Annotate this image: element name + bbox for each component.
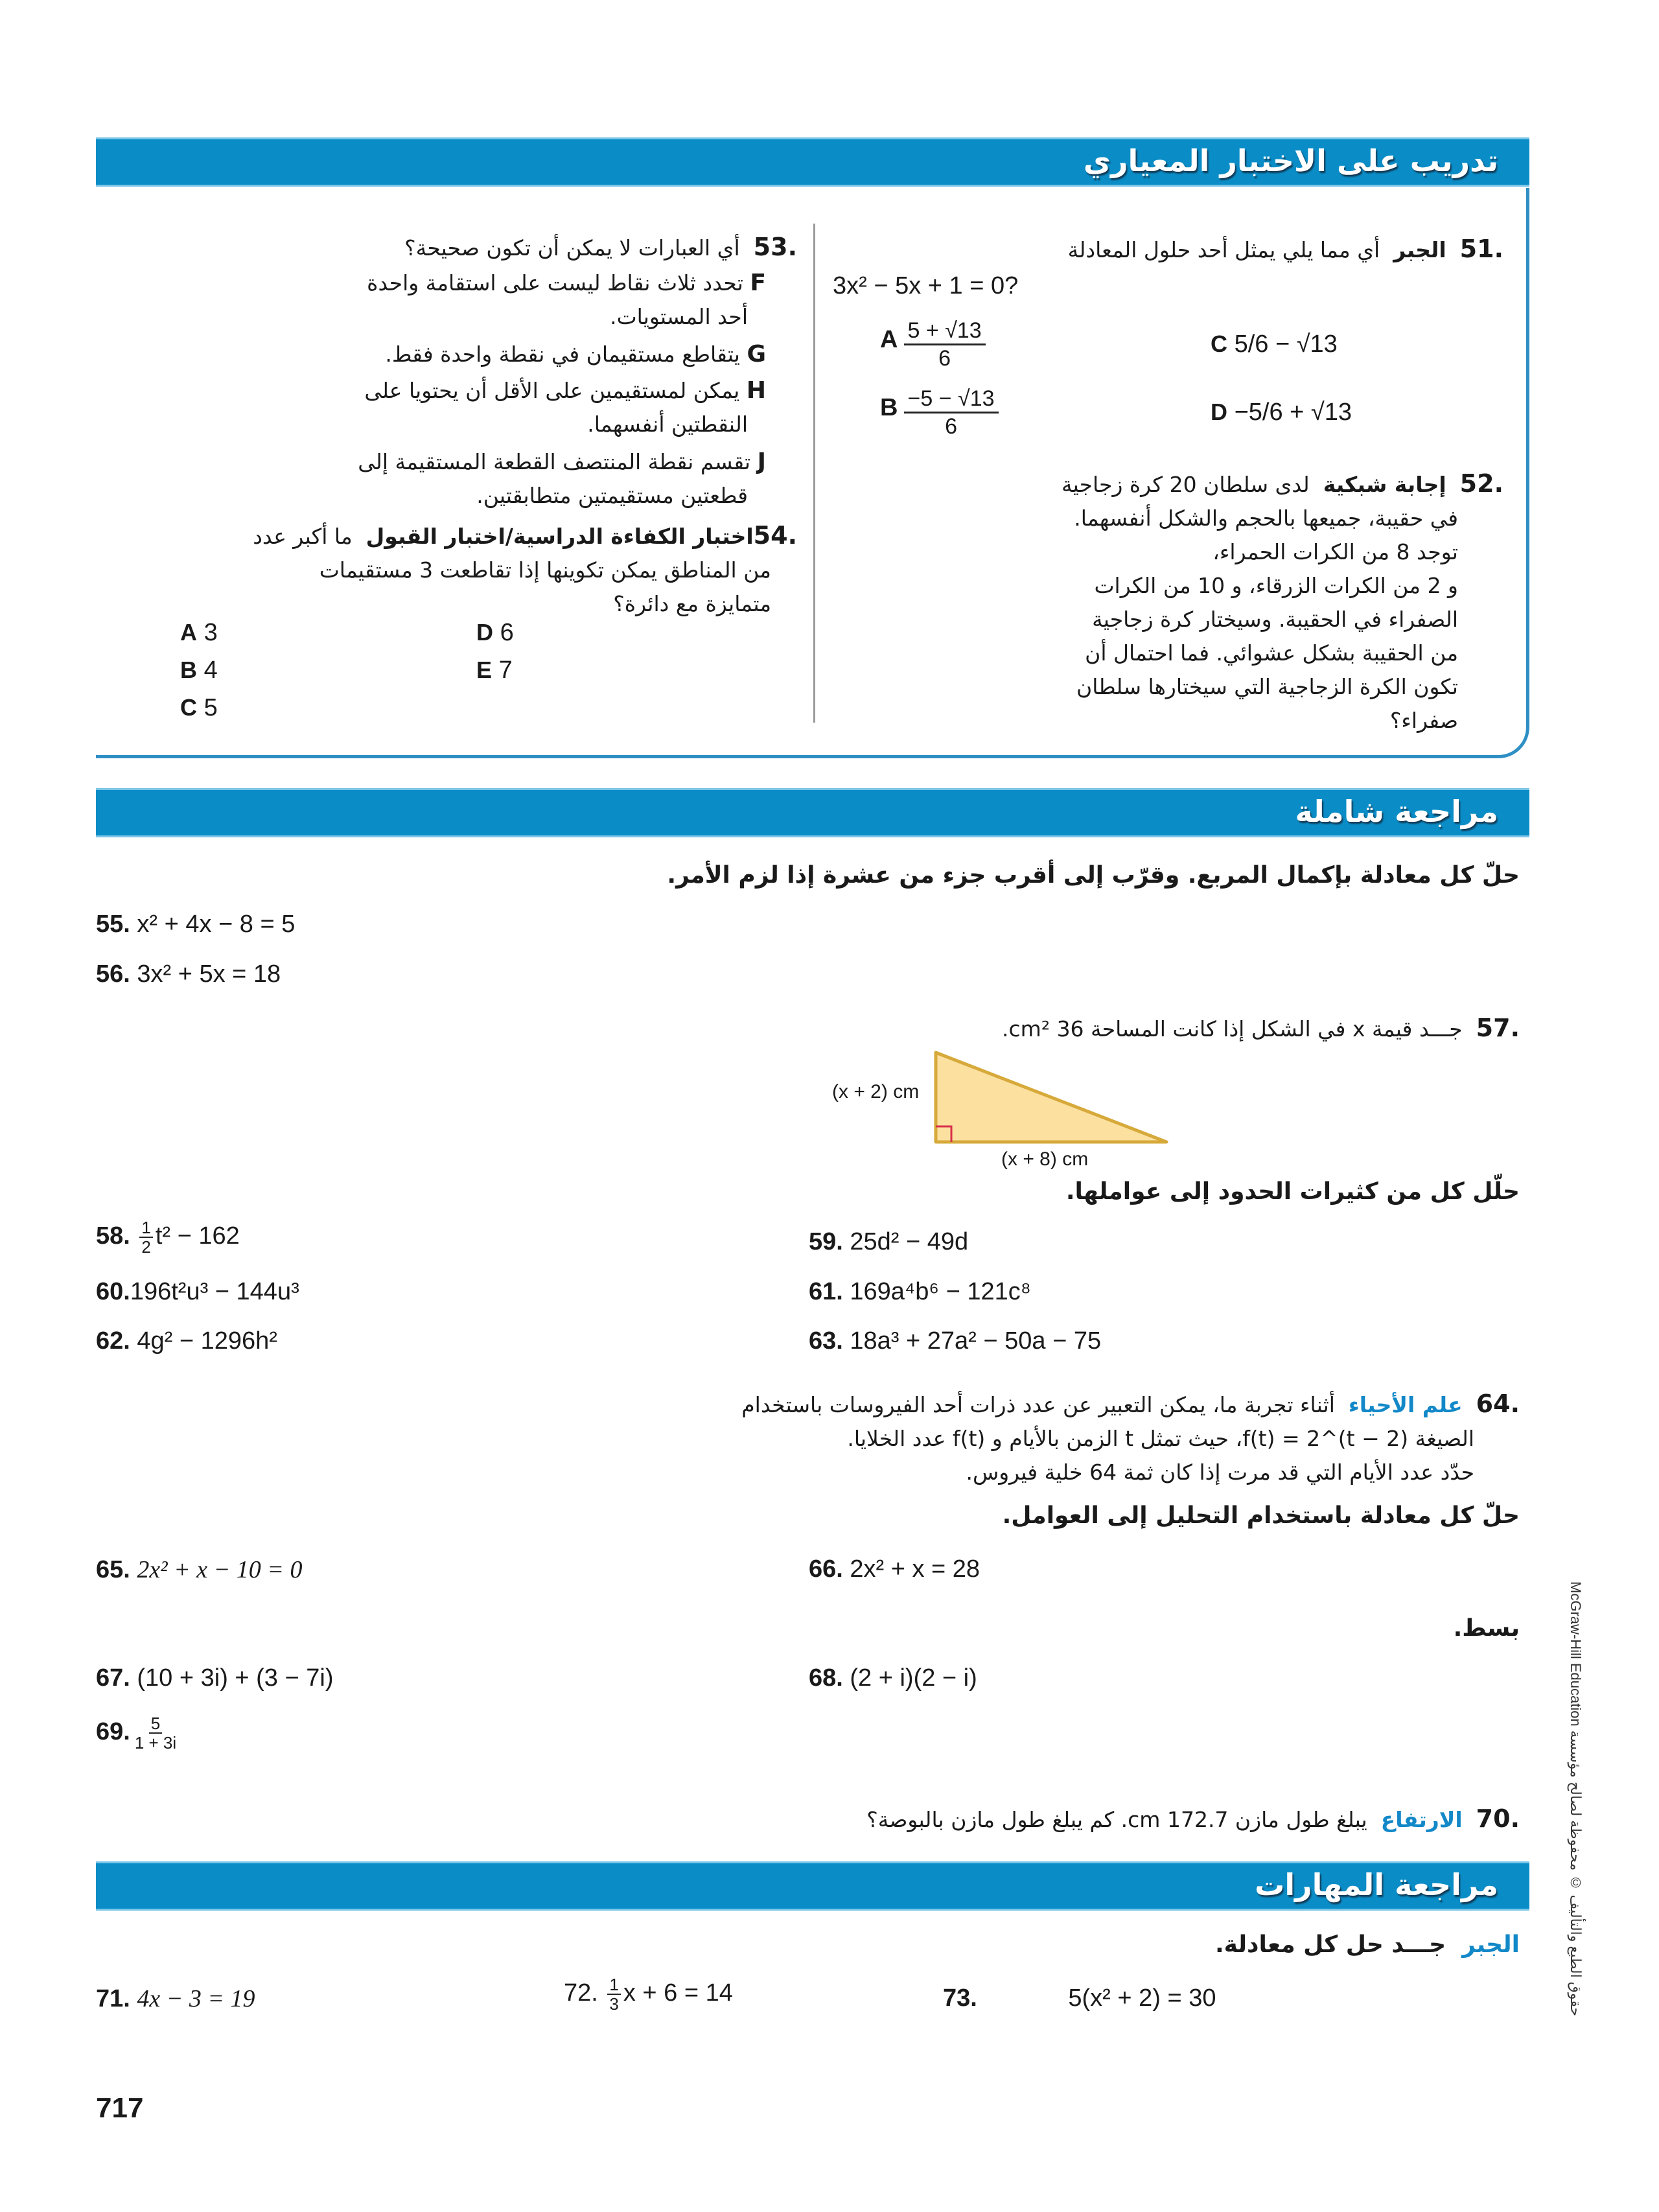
section-header-test-practice <box>96 137 1529 187</box>
keyword-sat-act: اختبار الكفاءة الدراسية/اختبار القبول <box>365 524 754 549</box>
option-53-h[interactable]: H يمكن لمستقيمين على الأقل أن يحتويا على النقطتين أنفسهما. <box>364 377 766 437</box>
option-53-g[interactable]: G يتقاطع مستقيمان في نقطة واحدة فقط. <box>385 341 766 367</box>
exercise-63: 63. 18a³ + 27a² − 50a − 75 <box>809 1327 1102 1355</box>
question-70: .70 الارتفاع يبلغ طول مازن 172.7 cm. كم يبلغ طول مازن بالبوصة؟ <box>866 1804 1520 1833</box>
exercise-72: 72. $\frac{1}{3}$ x + 6 = 14 <box>564 1975 733 2014</box>
exercise-68: 68. (2 + i)(2 − i) <box>809 1664 977 1692</box>
copyright-credit: McGraw-Hill Education حقوق الطبع والتأليف © محفوظة لصالح مؤسسة <box>1568 1581 1584 2016</box>
exercise-65: 65. 2x² + x − 10 = 0 <box>96 1556 303 1583</box>
instruction-solve-factoring: حلّ كل معادلة باستخدام التحليل إلى العوامل. <box>1002 1502 1520 1529</box>
option-54-c[interactable]: C 5 <box>180 694 218 721</box>
exercise-60: 60.196t²u³ − 144u³ <box>96 1278 299 1305</box>
question-54: .54اختبار الكفاءة الدراسية/اختبار القبول ما أكبر عدد من المناطق يمكن تكوينها إذا تقاطعت 3 مستقيمات متمايزة مع دائرة؟ <box>253 521 797 616</box>
keyword-algebra: الجبر <box>1393 237 1446 262</box>
section-header-spiral-review <box>96 788 1529 837</box>
question-53: .53 أي العبارات لا يمكن أن تكون صحيحة؟ F تحدد ثلاث نقاط ليست على استقامة واحدة أحد المستويات. G يتقاطع مستقيمان في نقطة واحدة فقط. H يمكن لمستقيمين على الأقل أن يحتويا على النقطتين أنفسهما. J تقسم نقطة المنتصف القطعة المستقيمة إلى قطعتين مستقيمتين متطابقتين. <box>149 230 797 513</box>
instruction-factor: حلّل كل من كثيرات الحدود إلى عواملها. <box>1065 1178 1520 1205</box>
option-54-a[interactable]: A 3 <box>180 619 218 646</box>
keyword-biology: علم الأحياء <box>1348 1392 1463 1417</box>
option-51-d[interactable]: D −5/6 + √13 <box>1211 399 1352 426</box>
section-title: مراجعة شاملة <box>1295 794 1498 829</box>
option-54-b[interactable]: B 4 <box>180 657 218 684</box>
option-53-f[interactable]: F تحدد ثلاث نقاط ليست على استقامة واحدة أحد المستويات. <box>367 270 766 329</box>
exercise-58: 58. $\frac{1}{2}$ t² − 162 <box>96 1218 240 1257</box>
section-header-skills-review <box>96 1861 1529 1911</box>
exercise-55: 55. x² + 4x − 8 = 5 <box>96 911 296 938</box>
exercise-62: 62. 4g² − 1296h² <box>96 1327 277 1355</box>
exercise-56: 56. 3x² + 5x = 18 <box>96 960 281 988</box>
option-54-d[interactable]: D 6 <box>476 619 514 646</box>
question-52: .52 إجابة شبكية لدى سلطان 20 كرة زجاجية في حقيبة، جميعها بالحجم والشكل أنفسهما. توجد 8 من الكرات الحمراء، و 2 من الكرات الزرقاء، و 10 من الكرات الصفراء في الحقيبة. وسيختار كرة زجاجية من الحقيبة بشكل عشوائي. فما احتمال أن تكون الكرة الزجاجية التي سيختارها سلطان صفراء؟ <box>1061 469 1503 733</box>
option-53-j[interactable]: J تقسم نقطة المنتصف القطعة المستقيمة إلى قطعتين مستقيمتين متطابقتين. <box>358 448 766 508</box>
exercise-61: 61. 169a⁴b⁶ − 121c⁸ <box>809 1278 1031 1305</box>
question-64: .64 علم الأحياء أثناء تجربة ما، يمكن التعبير عن عدد ذرات أحد الفيروسات باستخدام الصيغة f(t) = 2^(t − 2)، حيث تمثل t الزمن بالأيام و f(t) عدد الخلايا. حدّد عدد الأيام التي قد مرت إذا كان ثمة 64 خلية فيروس. <box>741 1390 1520 1485</box>
instruction-complete-square: حلّ كل معادلة بإكمال المربع. وقرّب إلى أقرب جزء من عشرة إذا لزم الأمر. <box>667 862 1520 889</box>
triangle-vertical-label: (x + 2) cm <box>832 1081 920 1102</box>
option-51-a[interactable]: A $\frac{5 + √13}{6}$ <box>880 318 988 371</box>
exercise-69: 69. $\frac{5}{1 + 3i}$ <box>96 1714 177 1752</box>
instruction-skills: الجبر جـــد حل كل معادلة. <box>1214 1931 1520 1958</box>
right-triangle-figure <box>933 1050 1179 1154</box>
instruction-simplify: بسط. <box>1453 1615 1520 1642</box>
question-57: .57 جـــد قيمة x في الشكل إذا كانت المساحة 36 cm². <box>1002 1014 1520 1042</box>
exercise-59: 59. 25d² − 49d <box>809 1228 969 1255</box>
q51-equation: 3x² − 5x + 1 = 0? <box>833 272 1019 299</box>
option-51-c[interactable]: C 5/6 − √13 <box>1211 331 1338 358</box>
column-divider <box>813 224 815 723</box>
section-title: تدريب على الاختبار المعياري <box>1083 143 1498 178</box>
question-text: أي مما يلي يمثل أحد حلول المعادلة <box>1067 237 1380 262</box>
exercise-66: 66. 2x² + x = 28 <box>809 1555 980 1583</box>
section-title: مراجعة المهارات <box>1255 1867 1498 1902</box>
keyword-grid-response: إجابة شبكية <box>1323 472 1446 497</box>
exercise-71: 71. 4x − 3 = 19 <box>96 1985 255 2012</box>
exercise-73: 73. 5(x² + 2) = 30 <box>943 1985 1216 2012</box>
option-51-b[interactable]: B $\frac{-5 - √13}{6}$ <box>880 386 1001 439</box>
exercise-67: 67. (10 + 3i) + (3 − 7i) <box>96 1664 334 1692</box>
question-51: .51 الجبر أي مما يلي يمثل أحد حلول المعادلة <box>1067 235 1503 263</box>
keyword-algebra: الجبر <box>1462 1931 1520 1958</box>
keyword-height: الارتفاع <box>1380 1807 1463 1832</box>
option-54-e[interactable]: E 7 <box>476 657 513 684</box>
triangle-horizontal-label: (x + 8) cm <box>1001 1148 1089 1170</box>
page-number: 717 <box>96 2092 144 2124</box>
